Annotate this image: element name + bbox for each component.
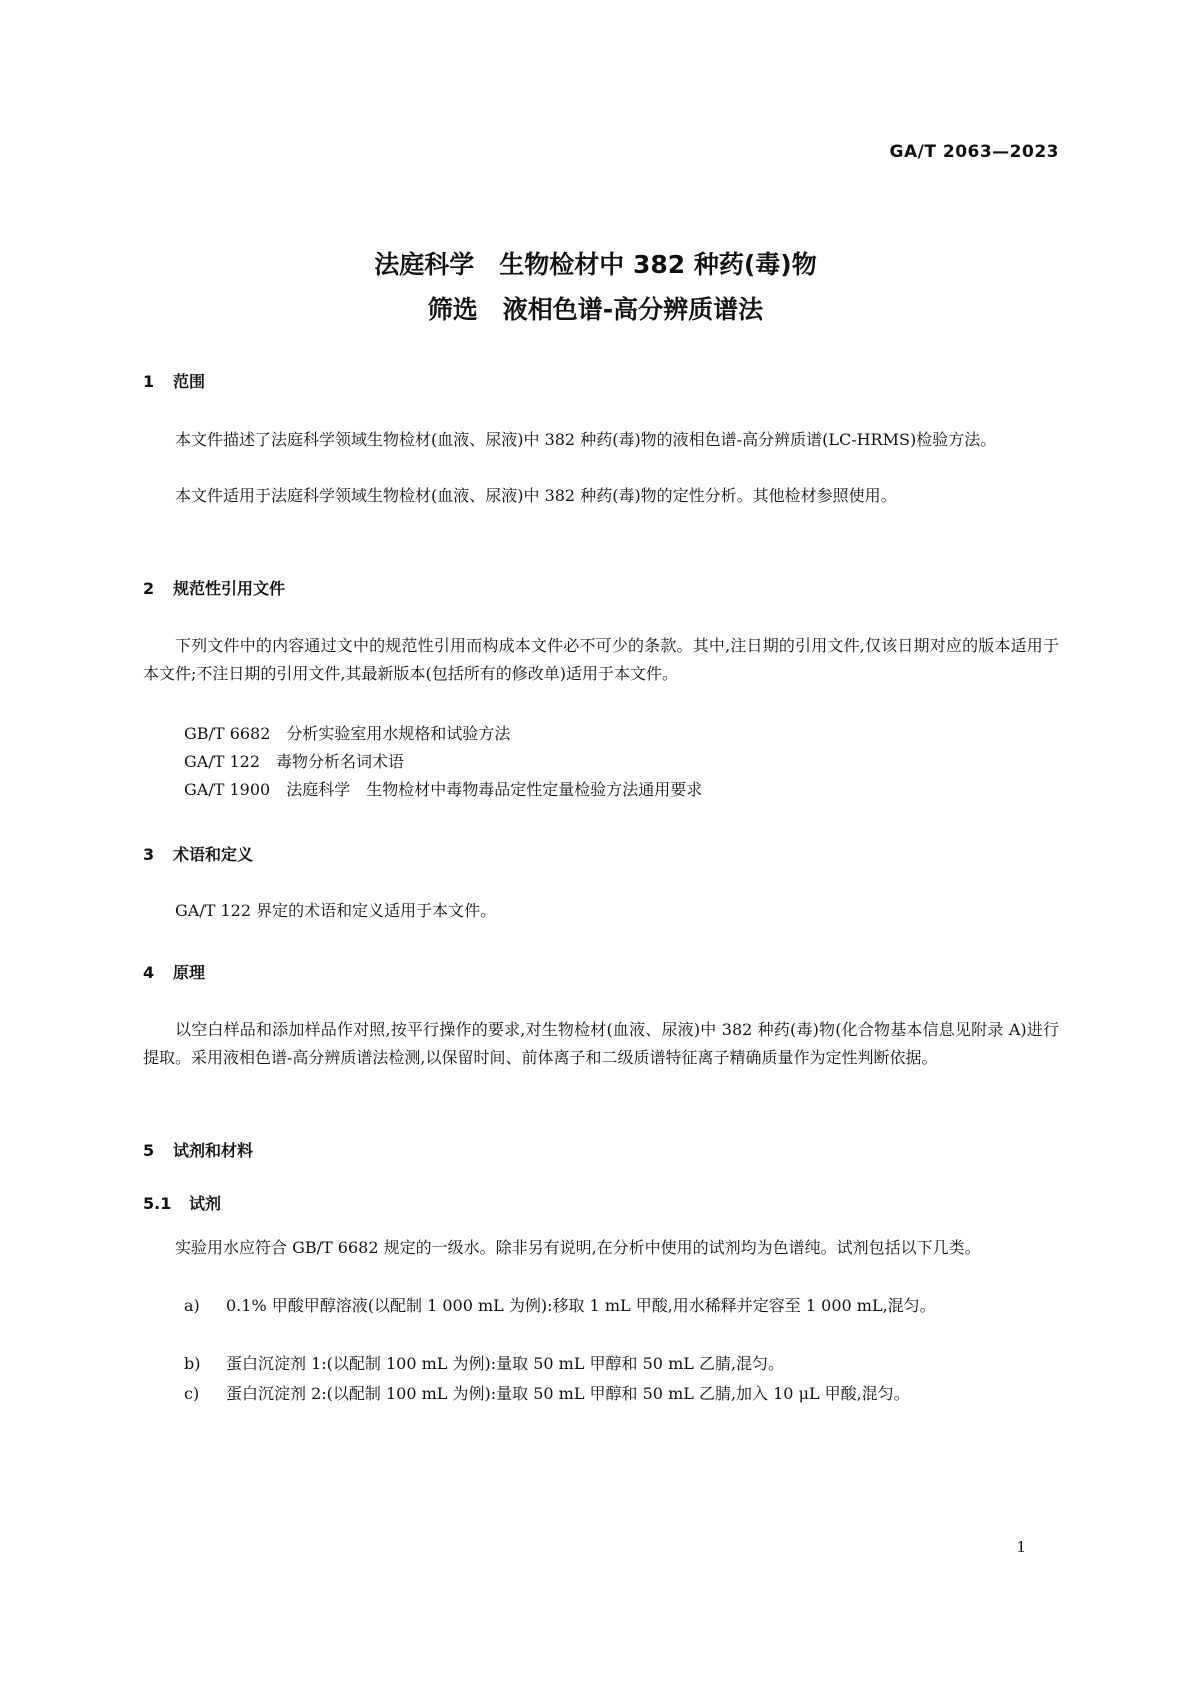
- title-line-2: 筛选 液相色谱-高分辨质谱法: [427, 295, 764, 324]
- page-number: 1: [1016, 1538, 1026, 1556]
- title-line-1: 法庭科学 生物检材中 382 种药(毒)物: [374, 250, 817, 279]
- list-marker: b): [184, 1354, 201, 1373]
- standard-code: GA/T 2063—2023: [889, 142, 1059, 162]
- section-number: 4: [143, 963, 155, 982]
- list-item-text: 蛋白沉淀剂 2:(以配制 100 mL 为例):量取 50 mL 甲醇和 50 mL 乙腈,加入 10 μL 甲酸,混匀。: [226, 1384, 910, 1403]
- subsection-heading-5-1: [143, 1191, 221, 1214]
- normative-reference: GB/T 6682 分析实验室用水规格和试验方法: [184, 724, 511, 743]
- section-number: 1: [143, 372, 155, 391]
- section-title: 范围: [173, 372, 206, 391]
- list-item-text: 蛋白沉淀剂 1:(以配制 100 mL 为例):量取 50 mL 甲醇和 50 mL 乙腈,混匀。: [226, 1354, 785, 1373]
- normative-reference: GA/T 1900 法庭科学 生物检材中毒物毒品定性定量检验方法通用要求: [184, 780, 703, 799]
- section-number: 5: [143, 1141, 155, 1160]
- subsection-number: 5.1: [143, 1194, 172, 1213]
- section-number: 3: [143, 845, 155, 864]
- section-title: 原理: [173, 963, 206, 982]
- section-5-1-paragraph-1: 实验用水应符合 GB/T 6682 规定的一级水。除非另有说明,在分析中使用的试剂均为色谱纯。试剂包括以下几类。: [175, 1238, 981, 1257]
- section-1-paragraph-1: 本文件描述了法庭科学领域生物检材(血液、尿液)中 382 种药(毒)物的液相色谱-高分辨质谱(LC-HRMS)检验方法。: [175, 430, 997, 449]
- normative-reference: GA/T 122 毒物分析名词术语: [184, 752, 405, 771]
- section-1-paragraph-2: 本文件适用于法庭科学领域生物检材(血液、尿液)中 382 种药(毒)物的定性分析。其他检材参照使用。: [175, 486, 897, 505]
- section-2-paragraph-1: 下列文件中的内容通过文中的规范性引用而构成本文件必不可少的条款。其中,注日期的引用文件,仅该日期对应的版本适用于本文件;不注日期的引用文件,其最新版本(包括所有的修改单)适用于本文件。: [143, 636, 1059, 683]
- section-heading-3: [143, 842, 253, 865]
- list-item-c: [184, 1380, 1059, 1408]
- list-marker: c): [184, 1384, 200, 1403]
- section-3-paragraph-1: GA/T 122 界定的术语和定义适用于本文件。: [175, 901, 497, 920]
- section-number: 2: [143, 579, 155, 598]
- list-marker: a): [184, 1296, 200, 1315]
- document-title: [0, 242, 1191, 332]
- section-heading-2: [143, 576, 285, 599]
- section-heading-1: [143, 369, 205, 392]
- section-heading-5: [143, 1138, 253, 1161]
- section-title: 试剂和材料: [173, 1141, 254, 1160]
- list-item-text: 0.1% 甲酸甲醇溶液(以配制 1 000 mL 为例):移取 1 mL 甲酸,用水稀释并定容至 1 000 mL,混匀。: [226, 1296, 936, 1315]
- section-title: 规范性引用文件: [173, 579, 286, 598]
- section-4-paragraph-1: 以空白样品和添加样品作对照,按平行操作的要求,对生物检材(血液、尿液)中 382 种药(毒)物(化合物基本信息见附录 A)进行提取。采用液相色谱-高分辨质谱法检测,以保留时间、前体离子和二级质谱特征离子精确质量作为定性判断依据。: [143, 1020, 1059, 1067]
- list-item-b: [184, 1350, 1059, 1378]
- subsection-title: 试剂: [189, 1194, 222, 1213]
- list-item-a: [184, 1292, 1059, 1320]
- section-title: 术语和定义: [173, 845, 254, 864]
- section-heading-4: [143, 960, 205, 983]
